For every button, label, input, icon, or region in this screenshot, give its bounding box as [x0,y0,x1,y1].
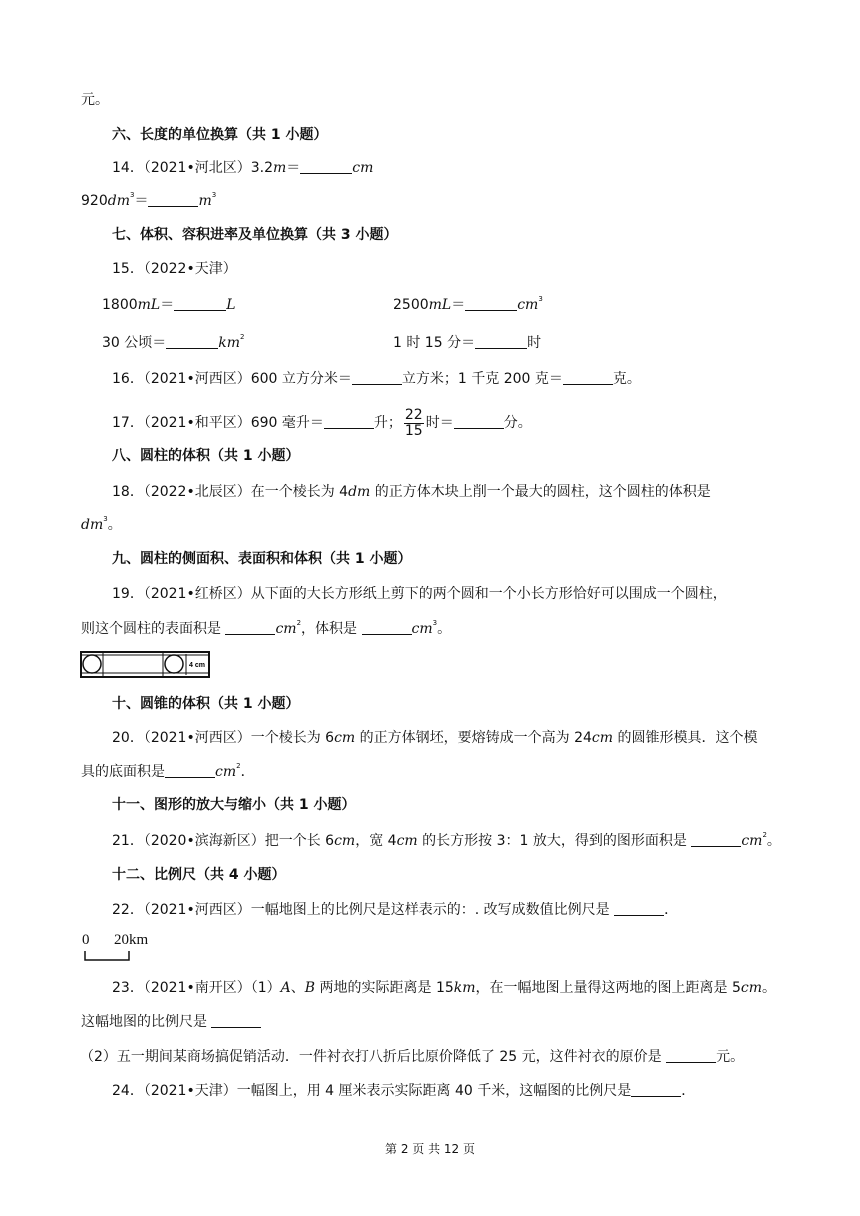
question-number: 22． [112,902,144,918]
section-heading-6: 六、长度的单位换算（共 1 小题） [112,127,328,143]
section-heading-8: 八、圆柱的体积（共 1 小题） [112,448,300,464]
question-15-item-4: 1 时 15 分＝ 时 [393,335,542,351]
question-23-line-1: 23．（2021•南开区）（1）A、B 两地的实际距离是 15km，在一幅地图上量得这两地的图上距离是 5cm。 [112,980,777,996]
answer-blank[interactable] [475,334,527,349]
question-19-line-1: 19．（2021•红桥区）从下面的大长方形纸上剪下的两个圆和一个小长方形恰好可以围成一个圆柱， [112,586,727,602]
question-number: 18． [112,484,144,500]
scale-bar-label: 20km [114,932,149,948]
question-23-line-3: （2）五一期间某商场搞促销活动．一件衬衣打八折后比原价降低了 25 元，这件衬衣的原价是 元。 [80,1049,745,1065]
question-18-line-2: $dm^3$。 [81,515,122,533]
question-17: 17．（2021•和平区）690 毫升＝ 升； $\frac{22}{15}$ 时＝ 分。 [112,406,532,439]
question-16: 16．（2021•河西区）600 立方分米＝ 立方米；1 千克 200 克＝ 克。 [112,371,641,387]
scale-bar [84,950,132,962]
answer-blank[interactable] [174,296,226,311]
question-15-line-1 [112,259,237,279]
answer-blank[interactable] [691,832,741,847]
question-source: （2021•河西区） [143,730,251,746]
answer-blank[interactable] [454,414,504,429]
question-15-item-1: 1800mL＝ L [102,297,236,313]
question-number: 16． [112,371,144,387]
section-heading-10: 十、圆锥的体积（共 1 小题） [112,696,300,712]
question-number: 19． [112,586,144,602]
question-20-line-2: 具的底面积是 $cm^2$． [81,762,255,780]
dimension-label: 4 cm [189,662,205,669]
question-15-item-3: 30 公顷＝ $km^2$ [102,333,245,351]
answer-blank[interactable] [165,763,215,778]
question-number: 20． [112,730,144,746]
question-24: 24．（2021•天津）一幅图上，用 4 厘米表示实际距离 40 千米，这幅图的比例尺是 ． [112,1083,696,1099]
answer-blank[interactable] [324,414,374,429]
section-heading-9: 九、圆柱的侧面积、表面积和体积（共 1 小题） [112,551,412,567]
answer-blank[interactable] [614,901,664,916]
question-22: 22．（2021•河西区）一幅地图上的比例尺是这样表示的：. 改写成数值比例尺是 ． [112,902,679,918]
page-footer: 第 2 页 共 12 页 [385,1142,475,1156]
section-heading-7: 七、体积、容积进率及单位换算（共 3 小题） [112,227,398,243]
question-source: （2021•天津） [143,1083,237,1099]
question-number: 24． [112,1083,144,1099]
question-number: 21． [112,833,144,849]
question-number: 23． [112,980,144,996]
answer-blank[interactable] [631,1082,681,1097]
question-15-item-2: $2500mL= cm^3$ [393,295,543,313]
question-source: （2021•河西区） [143,371,251,387]
answer-blank[interactable] [666,1048,716,1063]
question-source: （2022•北辰区） [143,484,251,500]
scale-bar-line [85,951,129,960]
answer-blank[interactable] [166,334,218,349]
question-18-line-1: 18．（2022•北辰区）在一个棱长为 4dm 的正方体木块上削一个最大的圆柱，这个圆柱的体积是 [112,484,711,500]
scale-bar-label-zero: 0 [82,932,90,948]
question-source: （2021•和平区） [143,415,251,431]
question-source: （2021•河北区） [143,160,251,176]
answer-blank[interactable] [465,296,517,311]
paper-cutout-figure [80,651,212,679]
question-number: 14． [112,160,144,176]
answer-blank[interactable] [300,159,352,174]
answer-blank[interactable] [211,1013,261,1028]
answer-blank[interactable] [352,370,402,385]
answer-blank[interactable] [148,192,198,207]
section-heading-11: 十一、图形的放大与缩小（共 1 小题） [112,797,356,813]
question-number: 15． [112,261,144,277]
question-23-line-2: 这幅地图的比例尺是 [81,1012,261,1032]
question-source: （2021•南开区） [143,980,251,996]
question-number: 17． [112,415,144,431]
question-source: （2021•河西区） [143,902,251,918]
fraction: $\frac{22}{15}$ [404,406,423,439]
answer-blank[interactable] [362,620,412,635]
question-source: （2020•滨海新区） [143,833,265,849]
question-source: （2021•红桥区） [143,586,251,602]
answer-blank[interactable] [225,620,275,635]
circle-right [165,655,183,673]
question-14-line-2: $920dm^3= m^3$ [81,191,217,209]
answer-blank[interactable] [563,370,613,385]
question-19-line-2: 则这个圆柱的表面积是 $cm^2$，体积是 $cm^3$。 [81,619,452,637]
question-20-line-1: 20．（2021•河西区）一个棱长为 6cm 的正方体钢坯，要熔铸成一个高为 24cm 的圆锥形模具．这个模 [112,730,758,746]
question-14-line-1: 14．（2021•河北区）3.2m＝ cm [112,160,374,176]
section-heading-12: 十二、比例尺（共 4 小题） [112,867,286,883]
question-source: （2022•天津） [143,261,237,277]
question-21: 21．（2020•滨海新区）把一个长 6cm，宽 4cm 的长方形按 3：1 放大，得到的图形面积是 $cm^2$。 [112,831,781,849]
prev-answer-tail: 元。 [81,92,109,108]
circle-left [83,655,101,673]
